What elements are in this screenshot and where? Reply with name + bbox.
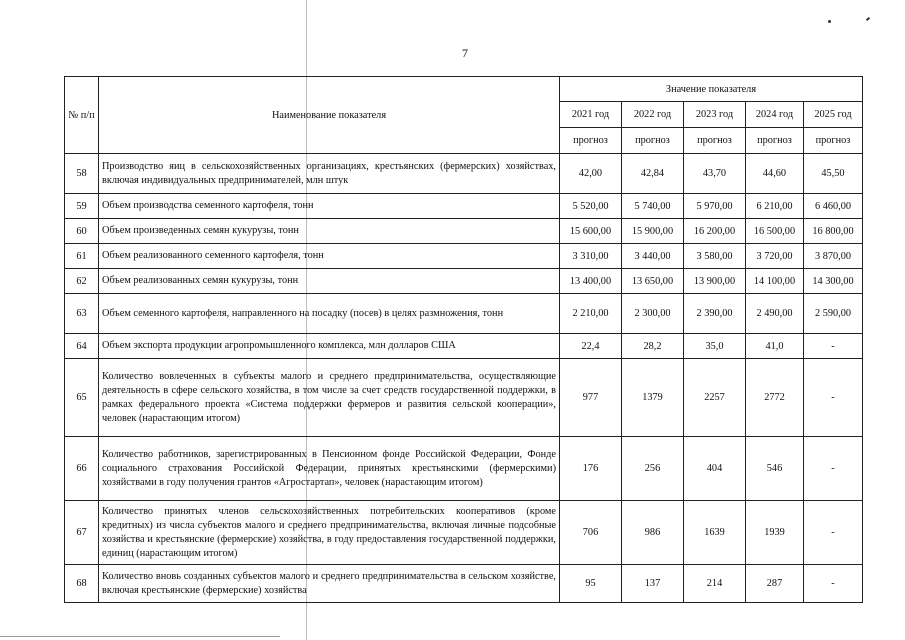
row-number: 61	[65, 244, 99, 269]
page-number: 7	[462, 46, 468, 60]
value-2021: 95	[560, 565, 622, 603]
table-row	[65, 334, 863, 359]
value-2021: 3 310,00	[560, 244, 622, 269]
indicator-name: Количество работников, зарегистрированных в Пенсионном фонде Российской Федерации, Фонде социального страхования Российской Федерации, принятых крестьянскими (фермерскими) хозяйствами в году получения грантов «Агростартап», человек (нарастающим итогом)	[99, 437, 560, 501]
value-2022: 13 650,00	[622, 269, 684, 294]
row-number: 67	[65, 501, 99, 565]
row-number: 58	[65, 154, 99, 194]
value-2023: 5 970,00	[684, 194, 746, 219]
value-2024: 16 500,00	[746, 219, 804, 244]
value-2022: 15 900,00	[622, 219, 684, 244]
header-forecast: прогноз	[746, 128, 804, 154]
header-year-2023: 2023 год	[684, 102, 746, 128]
header-num: № п/п	[65, 77, 99, 154]
scan-tick	[866, 17, 870, 21]
scan-dot	[828, 20, 831, 23]
header-year-2024: 2024 год	[746, 102, 804, 128]
indicator-name: Объем производства семенного картофеля, тонн	[99, 194, 560, 219]
indicator-name: Объем семенного картофеля, направленного на посадку (посев) в целях размножения, тонн	[99, 294, 560, 334]
value-2021: 706	[560, 501, 622, 565]
row-number: 68	[65, 565, 99, 603]
value-2025: 3 870,00	[804, 244, 863, 269]
value-2023: 214	[684, 565, 746, 603]
value-2024: 546	[746, 437, 804, 501]
value-2022: 42,84	[622, 154, 684, 194]
value-2025: -	[804, 501, 863, 565]
table-row	[65, 294, 863, 334]
value-2021: 42,00	[560, 154, 622, 194]
row-number: 64	[65, 334, 99, 359]
value-2023: 2 390,00	[684, 294, 746, 334]
table-row	[65, 269, 863, 294]
scan-edge-line	[0, 636, 280, 637]
indicators-table	[64, 76, 863, 603]
value-2022: 28,2	[622, 334, 684, 359]
indicator-name: Количество вовлеченных в субъекты малого и среднего предпринимательства, осуществляющие деятельность в сфере сельского хозяйства, в том числе за счет средств государственной поддержки, в рамках федерального проекта «Система поддержки фермеров и развития сельской кооперации», человек (нарастающим итогом)	[99, 359, 560, 437]
header-forecast: прогноз	[804, 128, 863, 154]
value-2021: 15 600,00	[560, 219, 622, 244]
value-2022: 1379	[622, 359, 684, 437]
value-2024: 6 210,00	[746, 194, 804, 219]
table-row	[65, 359, 863, 437]
value-2022: 256	[622, 437, 684, 501]
header-value: Значение показателя	[560, 77, 863, 102]
header-year-2025: 2025 год	[804, 102, 863, 128]
value-2024: 2772	[746, 359, 804, 437]
header-forecast: прогноз	[622, 128, 684, 154]
value-2024: 2 490,00	[746, 294, 804, 334]
value-2023: 16 200,00	[684, 219, 746, 244]
header-name: Наименование показателя	[99, 77, 560, 154]
value-2022: 3 440,00	[622, 244, 684, 269]
value-2023: 1639	[684, 501, 746, 565]
value-2025: 14 300,00	[804, 269, 863, 294]
table-row	[65, 194, 863, 219]
value-2021: 977	[560, 359, 622, 437]
value-2021: 13 400,00	[560, 269, 622, 294]
row-number: 62	[65, 269, 99, 294]
header-year-2022: 2022 год	[622, 102, 684, 128]
table-row	[65, 244, 863, 269]
value-2023: 35,0	[684, 334, 746, 359]
value-2022: 986	[622, 501, 684, 565]
value-2023: 13 900,00	[684, 269, 746, 294]
value-2021: 22,4	[560, 334, 622, 359]
value-2024: 3 720,00	[746, 244, 804, 269]
value-2025: -	[804, 359, 863, 437]
value-2021: 2 210,00	[560, 294, 622, 334]
row-number: 65	[65, 359, 99, 437]
value-2021: 176	[560, 437, 622, 501]
value-2021: 5 520,00	[560, 194, 622, 219]
value-2024: 287	[746, 565, 804, 603]
value-2025: 6 460,00	[804, 194, 863, 219]
table-row	[65, 154, 863, 194]
table-row	[65, 565, 863, 603]
value-2025: -	[804, 334, 863, 359]
value-2025: 2 590,00	[804, 294, 863, 334]
value-2025: -	[804, 437, 863, 501]
value-2023: 2257	[684, 359, 746, 437]
value-2024: 44,60	[746, 154, 804, 194]
indicator-name: Производство яиц в сельскохозяйственных организациях, крестьянских (фермерских) хозяйствах, включая индивидуальных предпринимателей, млн штук	[99, 154, 560, 194]
row-number: 60	[65, 219, 99, 244]
row-number: 66	[65, 437, 99, 501]
indicator-name: Объем экспорта продукции агропромышленного комплекса, млн долларов США	[99, 334, 560, 359]
indicator-name: Объем реализованных семян кукурузы, тонн	[99, 269, 560, 294]
value-2025: 45,50	[804, 154, 863, 194]
value-2022: 5 740,00	[622, 194, 684, 219]
header-forecast: прогноз	[684, 128, 746, 154]
table-row	[65, 437, 863, 501]
value-2023: 43,70	[684, 154, 746, 194]
indicator-name: Объем произведенных семян кукурузы, тонн	[99, 219, 560, 244]
header-forecast: прогноз	[560, 128, 622, 154]
value-2025: 16 800,00	[804, 219, 863, 244]
value-2025: -	[804, 565, 863, 603]
row-number: 59	[65, 194, 99, 219]
value-2024: 41,0	[746, 334, 804, 359]
value-2022: 2 300,00	[622, 294, 684, 334]
header-year-2021: 2021 год	[560, 102, 622, 128]
value-2022: 137	[622, 565, 684, 603]
value-2024: 1939	[746, 501, 804, 565]
indicator-name: Объем реализованного семенного картофеля, тонн	[99, 244, 560, 269]
value-2024: 14 100,00	[746, 269, 804, 294]
table-row	[65, 219, 863, 244]
indicator-name: Количество вновь созданных субъектов малого и среднего предпринимательства в сельском хозяйстве, включая крестьянские (фермерские) хозяйства	[99, 565, 560, 603]
value-2023: 404	[684, 437, 746, 501]
value-2023: 3 580,00	[684, 244, 746, 269]
table-row	[65, 501, 863, 565]
indicator-name: Количество принятых членов сельскохозяйственных потребительских кооперативов (кроме кредитных) из числа субъектов малого и среднего предпринимательства, включая личные подсобные хозяйства и крестьянские (фермерские) хозяйства, в году предоставления государственной поддержки, единиц (нарастающим итогом)	[99, 501, 560, 565]
row-number: 63	[65, 294, 99, 334]
